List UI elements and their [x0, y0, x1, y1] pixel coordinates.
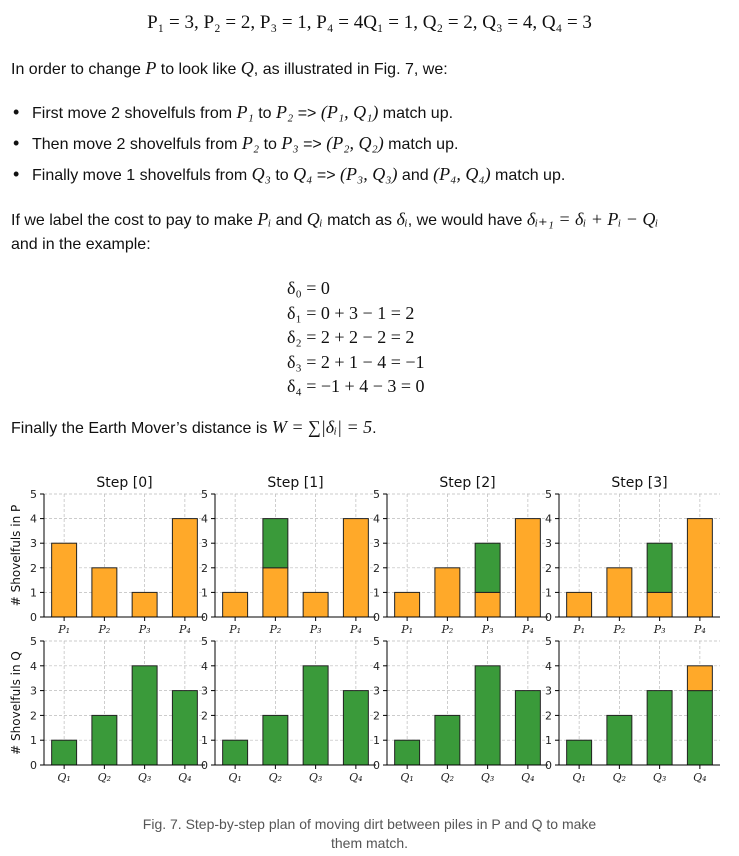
y-tick-label: 4: [545, 512, 552, 526]
x-tick-label: Q₂: [612, 771, 627, 784]
figure-caption: Fig. 7. Step-by-step plan of moving dirt between piles in P and Q to make them match.: [142, 816, 597, 851]
x-tick-label: P₃: [138, 623, 151, 636]
x-tick-label: P₃: [481, 623, 494, 636]
y-tick-label: 2: [545, 709, 552, 723]
y-tick-label: 2: [373, 709, 380, 723]
x-tick-label: P₂: [269, 623, 282, 636]
y-tick-label: 2: [30, 709, 37, 723]
bar-green: [172, 691, 197, 765]
bar-green: [607, 715, 632, 765]
x-tick-label: Q₂: [268, 771, 283, 784]
bar-orange: [475, 592, 500, 617]
x-tick-label: Q₃: [480, 771, 495, 784]
bar-orange: [52, 543, 77, 617]
y-tick-label: 4: [201, 659, 208, 673]
y-tick-label: 5: [545, 488, 552, 501]
y-tick-label: 0: [201, 611, 208, 624]
x-tick-label: P₄: [349, 623, 362, 636]
x-tick-label: Q₃: [137, 771, 152, 784]
intro-paragraph: In order to change P to look like Q, as illustrated in Fig. 7, we:: [11, 58, 448, 78]
bar-orange: [303, 592, 328, 617]
bar-orange: [343, 519, 368, 617]
x-tick-label: P₁: [58, 623, 71, 636]
bar-green: [263, 519, 288, 568]
y-tick-label: 3: [373, 537, 380, 551]
y-tick-label: 5: [373, 635, 380, 648]
y-tick-label: 4: [30, 512, 37, 526]
y-tick-label: 0: [373, 611, 380, 624]
x-tick-label: Q₃: [652, 771, 667, 784]
bar-green: [647, 543, 672, 592]
delta-line: δ₁ = 0 + 3 − 1 = 2: [287, 302, 415, 323]
y-tick-label: 0: [545, 611, 552, 624]
bar-orange: [647, 592, 672, 617]
bar-green: [475, 666, 500, 765]
y-tick-label: 3: [545, 537, 552, 551]
bar-green: [475, 543, 500, 592]
bar-orange: [435, 568, 460, 617]
x-tick-label: Q₄: [349, 771, 363, 784]
y-tick-label: 1: [30, 586, 37, 600]
list-item: • Then move 2 shovelfuls from P₂ to P₃ => (P₂, Q₂) match up.: [0, 129, 565, 160]
chart-title: Step [2]: [439, 475, 496, 491]
conclusion-paragraph: Finally the Earth Mover’s distance is W = ∑|δᵢ| = 5.: [11, 417, 377, 437]
x-tick-label: P₂: [98, 623, 111, 636]
cost-paragraph: If we label the cost to pay to make Pᵢ and Qᵢ match as δᵢ, we would have δᵢ₊₁ = δᵢ + Pᵢ − Qᵢ and in the example:: [11, 209, 659, 253]
list-item: • Finally move 1 shovelfuls from Q₃ to Q₄ => (P₃, Q₃) and (P₄, Q₄) match up.: [0, 160, 565, 191]
bar-orange: [687, 519, 712, 617]
y-tick-label: 0: [545, 759, 552, 772]
y-tick-label: 4: [545, 659, 552, 673]
bar-green: [263, 715, 288, 765]
y-tick-label: 1: [545, 586, 552, 600]
x-tick-label: P₁: [573, 623, 586, 636]
chart-title: Step [0]: [96, 475, 153, 491]
y-tick-label: 1: [373, 586, 380, 600]
bar-orange: [172, 519, 197, 617]
bar-green: [343, 691, 368, 765]
y-tick-label: 4: [201, 512, 208, 526]
bar-orange: [607, 568, 632, 617]
x-tick-label: P₂: [441, 623, 454, 636]
y-tick-label: 1: [30, 734, 37, 748]
delta-equations: [287, 276, 425, 399]
x-tick-label: Q₄: [178, 771, 192, 784]
x-tick-label: P₄: [693, 623, 706, 636]
y-tick-label: 3: [545, 684, 552, 698]
x-tick-label: Q₃: [308, 771, 323, 784]
x-tick-label: Q₂: [440, 771, 455, 784]
bar-orange: [263, 568, 288, 617]
y-tick-label: 2: [545, 561, 552, 575]
x-tick-label: Q₁: [57, 771, 71, 784]
x-tick-label: P₂: [613, 623, 626, 636]
x-tick-label: Q₁: [400, 771, 414, 784]
x-tick-label: P₄: [521, 623, 534, 636]
y-tick-label: 2: [201, 709, 208, 723]
y-tick-label: 0: [201, 759, 208, 772]
y-tick-label: 3: [30, 684, 37, 698]
x-tick-label: Q₁: [572, 771, 586, 784]
step-chart-figure: [0, 466, 739, 806]
bar-green: [132, 666, 157, 765]
y-tick-label: 3: [373, 684, 380, 698]
y-tick-label: 5: [545, 635, 552, 648]
chart-title: Step [1]: [267, 475, 324, 491]
header-equation: P₁ = 3, P₂ = 2, P₃ = 1, P₄ = 4Q₁ = 1, Q₂ = 2, Q₃ = 4, Q₄ = 3: [147, 12, 592, 33]
x-tick-label: P₃: [653, 623, 666, 636]
bar-orange: [687, 666, 712, 691]
bar-green: [687, 691, 712, 765]
y-axis-label: # Shovelfuls in Q: [9, 651, 23, 755]
delta-line: δ₂ = 2 + 2 − 2 = 2: [287, 327, 415, 347]
bar-green: [515, 691, 540, 765]
bar-orange: [567, 592, 592, 617]
y-tick-label: 1: [201, 734, 208, 748]
bar-green: [303, 666, 328, 765]
y-tick-label: 3: [201, 537, 208, 551]
list-item: • First move 2 shovelfuls from P₁ to P₂ => (P₁, Q₁) match up.: [0, 98, 565, 129]
y-tick-label: 1: [545, 734, 552, 748]
bar-green: [647, 691, 672, 765]
y-tick-label: 2: [201, 561, 208, 575]
x-tick-label: P₃: [309, 623, 322, 636]
y-tick-label: 5: [373, 488, 380, 501]
y-tick-label: 0: [373, 759, 380, 772]
bar-green: [223, 740, 248, 765]
y-tick-label: 2: [373, 561, 380, 575]
x-tick-label: Q₁: [228, 771, 242, 784]
bar-orange: [223, 592, 248, 617]
steps-list: [0, 98, 565, 191]
x-tick-label: P₁: [401, 623, 414, 636]
bar-orange: [515, 519, 540, 617]
y-tick-label: 1: [373, 734, 380, 748]
bar-green: [435, 715, 460, 765]
x-tick-label: Q₂: [97, 771, 112, 784]
bar-green: [52, 740, 77, 765]
bar-orange: [395, 592, 420, 617]
x-tick-label: Q₄: [521, 771, 535, 784]
x-tick-label: P₁: [229, 623, 242, 636]
y-tick-label: 4: [373, 659, 380, 673]
y-tick-label: 5: [30, 635, 37, 648]
bar-orange: [92, 568, 117, 617]
x-tick-label: Q₄: [693, 771, 707, 784]
y-tick-label: 4: [30, 659, 37, 673]
delta-line: δ₀ = 0: [287, 278, 330, 298]
bar-green: [92, 715, 117, 765]
delta-line: δ₄ = −1 + 4 − 3 = 0: [287, 376, 425, 396]
y-tick-label: 5: [201, 488, 208, 501]
bar-green: [395, 740, 420, 765]
x-tick-label: P₄: [178, 623, 191, 636]
y-tick-label: 5: [201, 635, 208, 648]
delta-line: δ₃ = 2 + 1 − 4 = −1: [287, 351, 425, 372]
y-tick-label: 3: [30, 537, 37, 551]
chart-title: Step [3]: [611, 475, 668, 491]
bar-orange: [132, 592, 157, 617]
y-tick-label: 1: [201, 586, 208, 600]
bar-green: [567, 740, 592, 765]
y-tick-label: 0: [30, 611, 37, 624]
y-axis-label: # Shovelfuls in P: [9, 504, 23, 607]
y-tick-label: 5: [30, 488, 37, 501]
y-tick-label: 3: [201, 684, 208, 698]
y-tick-label: 0: [30, 759, 37, 772]
y-tick-label: 4: [373, 512, 380, 526]
y-tick-label: 2: [30, 561, 37, 575]
